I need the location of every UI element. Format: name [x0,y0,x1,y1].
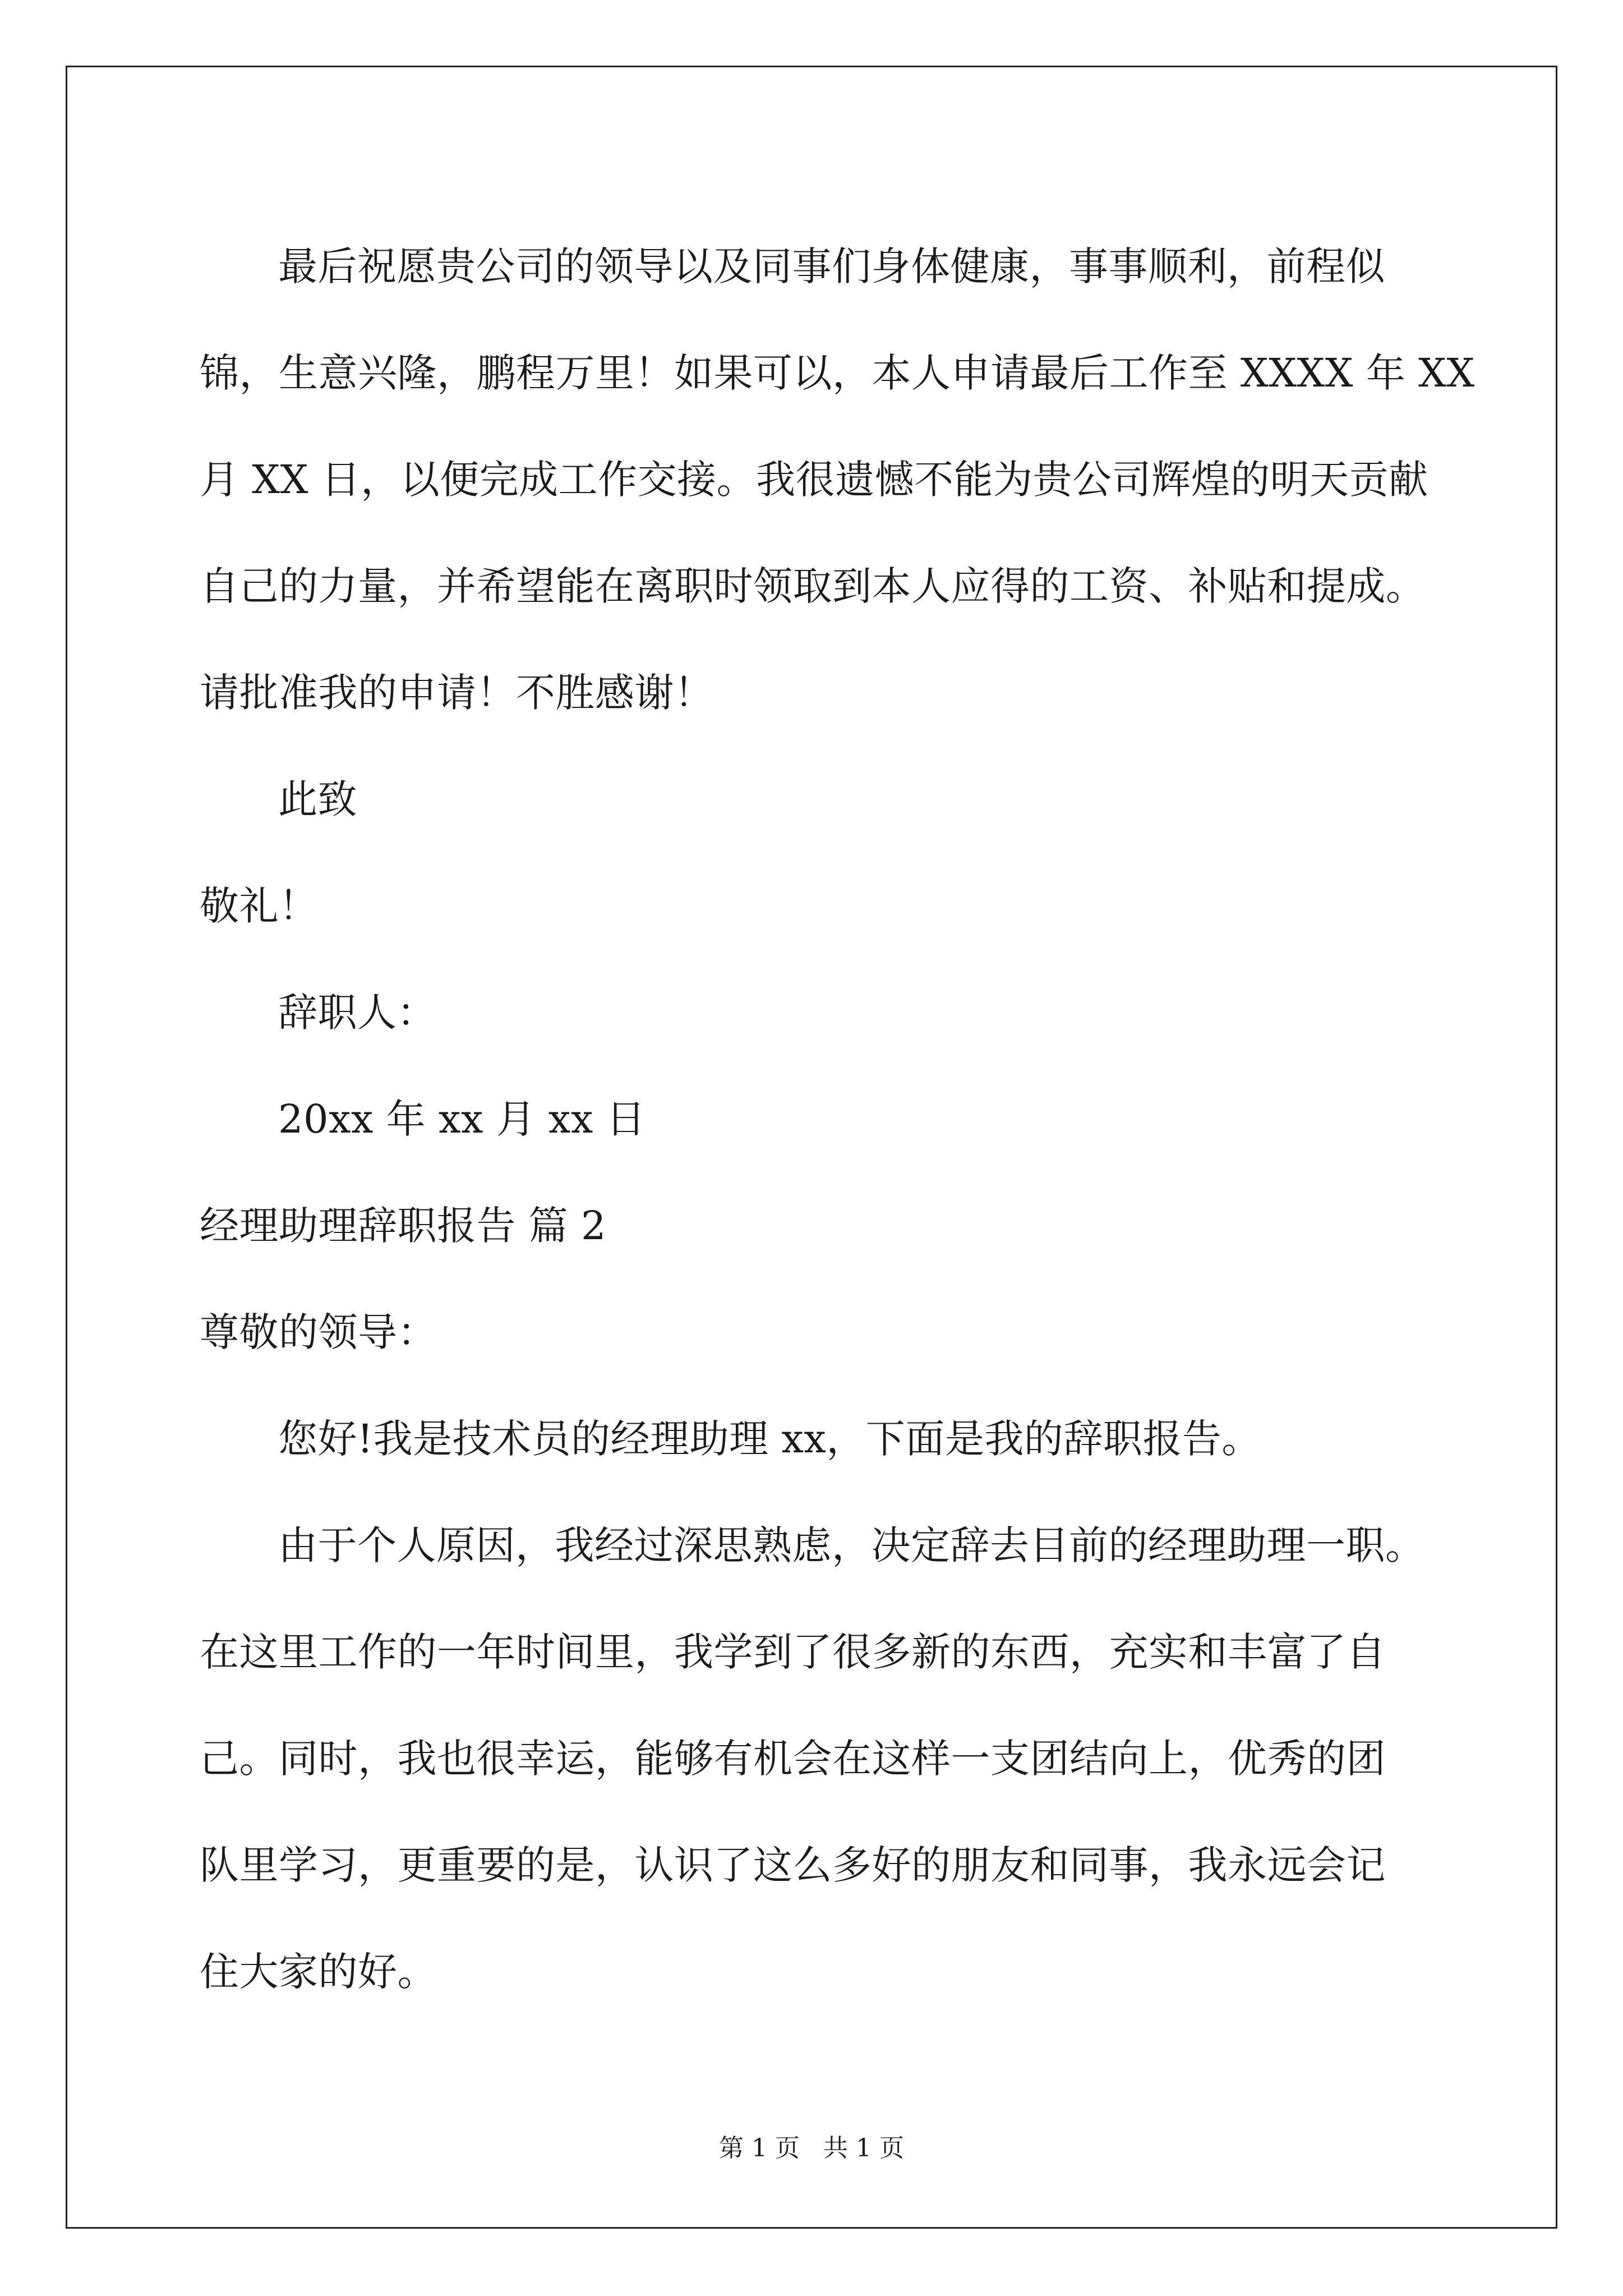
signature-date: 20xx 年 xx 月 xx 日 [278,1096,646,1142]
closing-regards: 敬礼！ [200,883,319,929]
text-line: 自己的力量，并希望能在离职时领取到本人应得的工资、补贴和提成。 [200,563,1426,609]
text-line: 住大家的好。 [200,1949,437,1995]
signature-label: 辞职人： [278,990,436,1036]
text-line: 月 XX 日，以便完成工作交接。我很遗憾不能为贵公司辉煌的明天贡献 [200,457,1428,503]
document-body [200,213,1475,2025]
text-line: 请批准我的申请！不胜感谢！ [200,670,714,716]
text-line: 锦，生意兴隆，鹏程万里！如果可以，本人申请最后工作至 XXXX 年 XX [200,350,1475,396]
text-line: 在这里工作的一年时间里，我学到了很多新的东西，充实和丰富了自 [200,1629,1386,1675]
section-heading: 经理助理辞职报告 篇 2 [200,1203,607,1249]
text-line: 最后祝愿贵公司的领导以及同事们身体健康，事事顺利，前程似 [278,243,1385,289]
page-number-footer: 第 1 页 共 1 页 [719,2134,904,2162]
closing-salutation: 此致 [278,776,357,822]
text-line: 己。同时，我也很幸运，能够有机会在这样一支团结向上，优秀的团 [200,1736,1386,1782]
greeting: 尊敬的领导： [200,1309,437,1355]
text-line: 您好!我是技术员的经理助理 xx，下面是我的辞职报告。 [278,1416,1261,1462]
text-line: 队里学习，更重要的是，认识了这么多好的朋友和同事，我永远会记 [200,1842,1386,1888]
text-line: 由于个人原因，我经过深思熟虑，决定辞去目前的经理助理一职。 [278,1522,1425,1568]
